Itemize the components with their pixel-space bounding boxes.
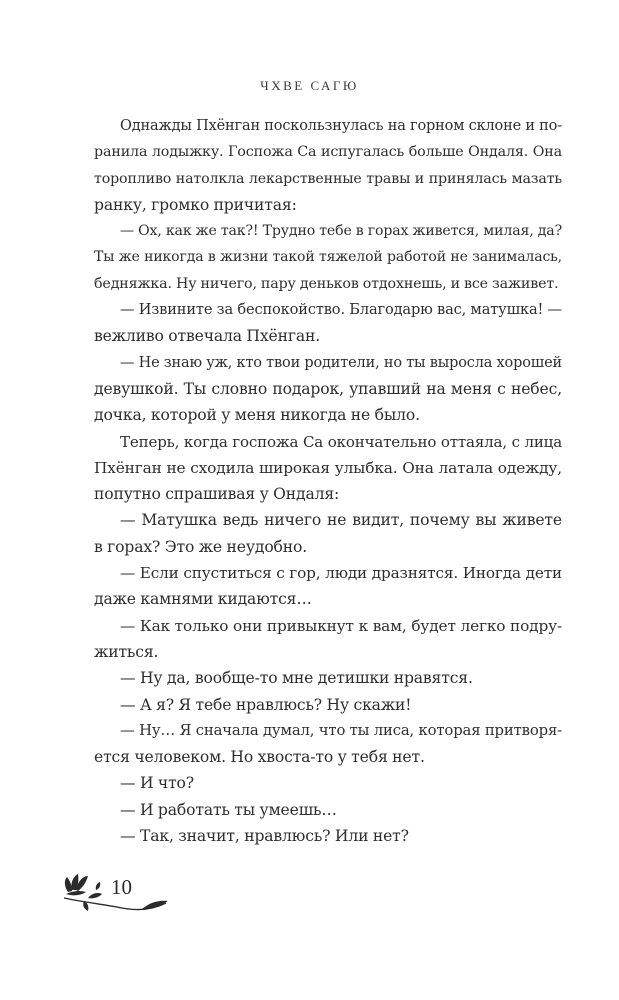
paragraph [94,797,562,823]
paragraph [94,770,562,796]
text-line: — Матушка ведь ничего не видит, почему вы живете [120,511,562,530]
text-line: ется человеком. Но хвоста-то у тебя нет. [94,748,425,767]
paragraph [94,823,562,849]
paragraph [94,718,562,771]
paragraph [94,350,562,429]
paragraph [94,692,562,718]
paragraph [94,429,562,508]
running-header: ЧХВЕ САГЮ [260,78,359,93]
text-line: Ты же никогда в жизни такой тяжелой работой не занималась, [94,249,562,266]
text-line: Теперь, когда госпожа Са окончательно оттаяла, с лица [120,432,562,451]
paragraph [94,297,562,350]
text-line: в горах? Это же неудобно. [94,537,308,556]
text-line: — Ну… Я сначала думал, что ты лиса, которая притворя- [120,721,562,739]
text-line: — Ну да, вообще-то мне детишки нравятся. [120,669,473,688]
text-line: — Так, значит, нравлюсь? Или нет? [120,827,409,846]
text-line: — Извините за беспокойство. Благодарю вас, матушка! — [120,301,562,319]
text-line: — И работать ты умеешь… [120,800,337,819]
text-line: — Если спуститься с гор, люди дразнятся. Иногда дети [120,564,562,583]
text-line: бедняжка. Ну ничего, пару деньков отдохнешь, и все заживет. [94,275,559,292]
text-line: житься. [94,642,159,661]
paragraph [94,560,562,613]
body-text [94,113,562,849]
text-line: Пхёнган не сходила широкая улыбка. Она латала одежду, [94,458,562,477]
text-line: вежливо отвечала Пхёнган. [94,327,321,346]
paragraph [94,613,562,666]
paragraph [94,507,562,560]
text-line: — Как только они привыкнут к вам, будет легко подру- [120,616,562,635]
text-line: девушкой. Ты словно подарок, упавший на меня с небес, [94,379,562,398]
paragraph [94,665,562,691]
text-line: Однажды Пхёнган поскользнулась на горном склоне и по- [120,118,562,134]
text-line: — Ох, как же так?! Трудно тебе в горах живется, милая, да? [120,223,562,240]
text-line: ранку, громко причитая: [94,195,297,214]
text-line: дочка, которой у меня никогда не было. [94,406,420,425]
text-line: торопливо натолкла лекарственные травы и принялась мазать [94,170,562,187]
page-number: 10 [111,875,132,899]
text-line: — И что? [120,774,194,793]
text-line: — Не знаю уж, кто твои родители, но ты выросла хорошей [120,354,562,371]
text-line: даже камнями кидаются… [94,590,312,609]
text-line: — А я? Я тебе нравлюсь? Ну скажи! [120,695,412,714]
paragraph [94,113,562,218]
paragraph [94,218,562,297]
page-footer [62,868,202,918]
text-line: попутно спрашивая у Ондаля: [94,485,340,504]
text-line: ранила лодыжку. Госпожа Са испугалась больше Ондаля. Она [94,144,562,161]
